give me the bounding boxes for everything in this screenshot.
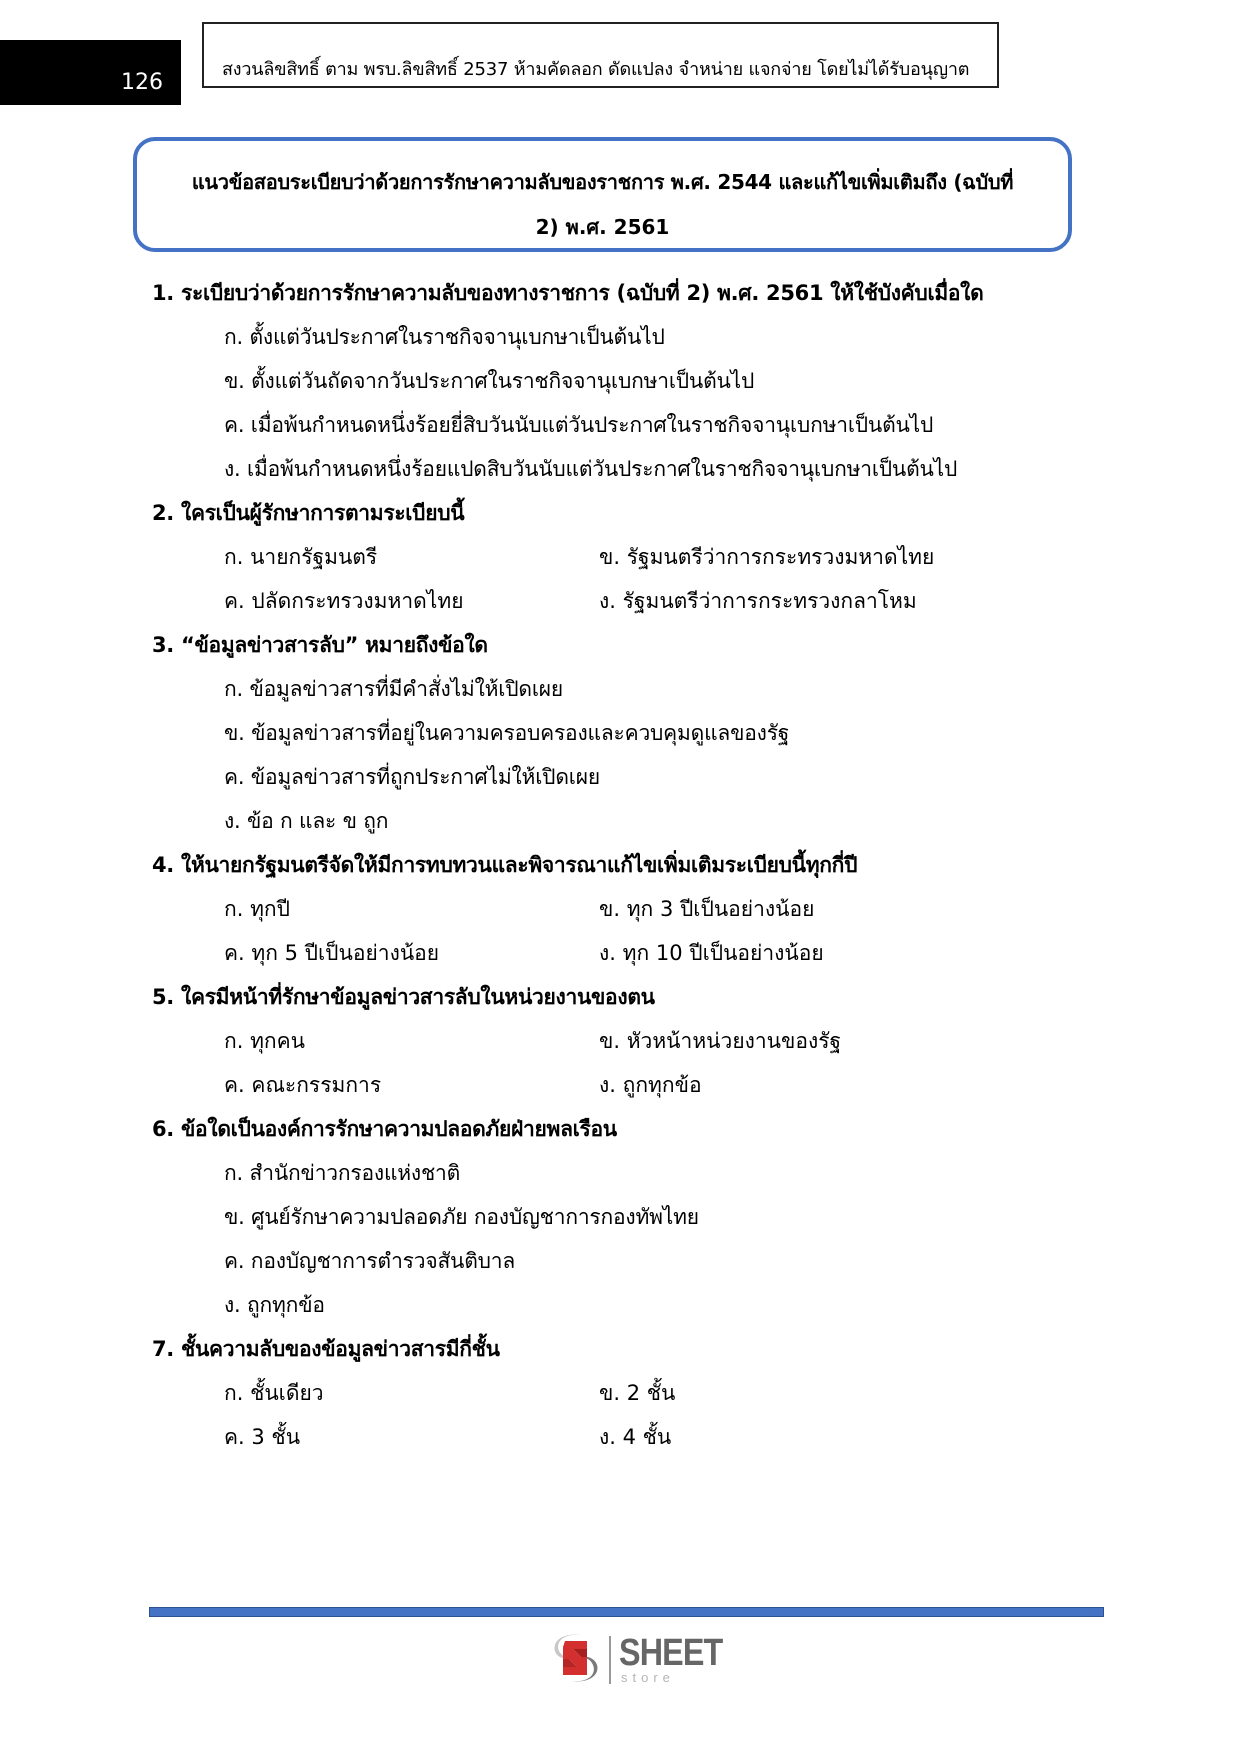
question-5-options-row-2 [0,1063,1241,1107]
question-5-options-row-1 [0,1019,1241,1063]
footer-divider-bar [149,1607,1104,1617]
question-2: 2. ใครเป็นผู้รักษาการตามระเบียบนี้ [152,501,465,525]
question-2-options-row-2 [0,579,1241,623]
question-2-option-d: ง. รัฐมนตรีว่าการกระทรวงกลาโหม [599,589,917,613]
question-1-option-a: ก. ตั้งแต่วันประกาศในราชกิจจานุเบกษาเป็นต้นไป [224,325,665,349]
question-7-option-b: ข. 2 ชั้น [599,1381,676,1405]
question-1: 1. ระเบียบว่าด้วยการรักษาความลับของทางราชการ (ฉบับที่ 2) พ.ศ. 2561 ให้ใช้บังคับเมื่อใด [152,281,984,305]
question-3-option-d: ง. ข้อ ก และ ข ถูก [224,809,389,833]
question-1-option-d: ง. เมื่อพ้นกำหนดหนึ่งร้อยแปดสิบวันนับแต่วันประกาศในราชกิจจานุเบกษาเป็นต้นไป [224,457,958,481]
question-6-option-a: ก. สำนักข่าวกรองแห่งชาติ [224,1161,461,1185]
question-6-option-c: ค. กองบัญชาการตำรวจสันติบาล [224,1249,516,1273]
question-6: 6. ข้อใดเป็นองค์การรักษาความปลอดภัยฝ่ายพลเรือน [152,1117,617,1141]
question-5-option-b: ข. หัวหน้าหน่วยงานของรัฐ [599,1029,842,1053]
section-title-box [133,137,1072,252]
question-7-options-row-1 [0,1371,1241,1415]
sheet-store-logo [551,1630,741,1686]
question-4-options-row-1 [0,887,1241,931]
question-4-option-d: ง. ทุก 10 ปีเป็นอย่างน้อย [599,941,824,965]
question-4-option-b: ข. ทุก 3 ปีเป็นอย่างน้อย [599,897,815,921]
sheet-store-s-logo-icon [551,1633,599,1683]
question-5-option-c: ค. คณะกรรมการ [224,1073,382,1097]
question-6-option-b: ข. ศูนย์รักษาความปลอดภัย กองบัญชาการกองทัพไทย [224,1205,699,1229]
question-4-options-row-2 [0,931,1241,975]
copyright-notice-box [202,22,999,88]
section-title-line-2: 2) พ.ศ. 2561 [535,215,670,239]
logo-wordmark: SHEET [619,1632,723,1674]
question-4-option-a: ก. ทุกปี [224,897,290,921]
question-3-option-c: ค. ข้อมูลข่าวสารที่ถูกประกาศไม่ให้เปิดเผย [224,765,600,789]
section-title-line-1: แนวข้อสอบระเบียบว่าด้วยการรักษาความลับของราชการ พ.ศ. 2544 และแก้ไขเพิ่มเติมถึง (ฉบับที่ [191,170,1014,194]
question-5-option-d: ง. ถูกทุกข้อ [599,1073,702,1097]
question-5-option-a: ก. ทุกคน [224,1029,306,1053]
question-7-option-c: ค. 3 ชั้น [224,1425,301,1449]
question-5: 5. ใครมีหน้าที่รักษาข้อมูลข่าวสารลับในหน่วยงานของตน [152,985,655,1009]
question-2-option-c: ค. ปลัดกระทรวงมหาดไทย [224,589,464,613]
question-3-option-a: ก. ข้อมูลข่าวสารที่มีคำสั่งไม่ให้เปิดเผย [224,677,564,701]
question-2-options-row-1 [0,535,1241,579]
question-list [0,271,1241,1459]
question-1-option-b: ข. ตั้งแต่วันถัดจากวันประกาศในราชกิจจานุเบกษาเป็นต้นไป [224,369,755,393]
question-2-option-b: ข. รัฐมนตรีว่าการกระทรวงมหาดไทย [599,545,935,569]
question-7-option-d: ง. 4 ชั้น [599,1425,672,1449]
question-7-options-row-2 [0,1415,1241,1459]
question-2-option-a: ก. นายกรัฐมนตรี [224,545,378,569]
copyright-notice: สงวนลิขสิทธิ์ ตาม พรบ.ลิขสิทธิ์ 2537 ห้ามคัดลอก ดัดแปลง จำหน่าย แจกจ่าย โดยไม่ได้รับอนุญาต [222,59,970,80]
question-4: 4. ให้นายกรัฐมนตรีจัดให้มีการทบทวนและพิจารณาแก้ไขเพิ่มเติมระเบียบนี้ทุกกี่ปี [152,853,858,877]
page-number: 126 [121,70,163,95]
logo-divider [609,1636,611,1684]
question-3: 3. “ข้อมูลข่าวสารลับ” หมายถึงข้อใด [152,633,488,657]
page-number-block [0,40,181,105]
question-3-option-b: ข. ข้อมูลข่าวสารที่อยู่ในความครอบครองและควบคุมดูแลของรัฐ [224,721,790,745]
question-4-option-c: ค. ทุก 5 ปีเป็นอย่างน้อย [224,941,440,965]
question-7: 7. ชั้นความลับของข้อมูลข่าวสารมีกี่ชั้น [152,1337,500,1361]
question-6-option-d: ง. ถูกทุกข้อ [224,1293,325,1317]
logo-subtext: store [621,1670,675,1685]
question-7-option-a: ก. ชั้นเดียว [224,1381,324,1405]
question-1-option-c: ค. เมื่อพ้นกำหนดหนึ่งร้อยยี่สิบวันนับแต่วันประกาศในราชกิจจานุเบกษาเป็นต้นไป [224,413,934,437]
